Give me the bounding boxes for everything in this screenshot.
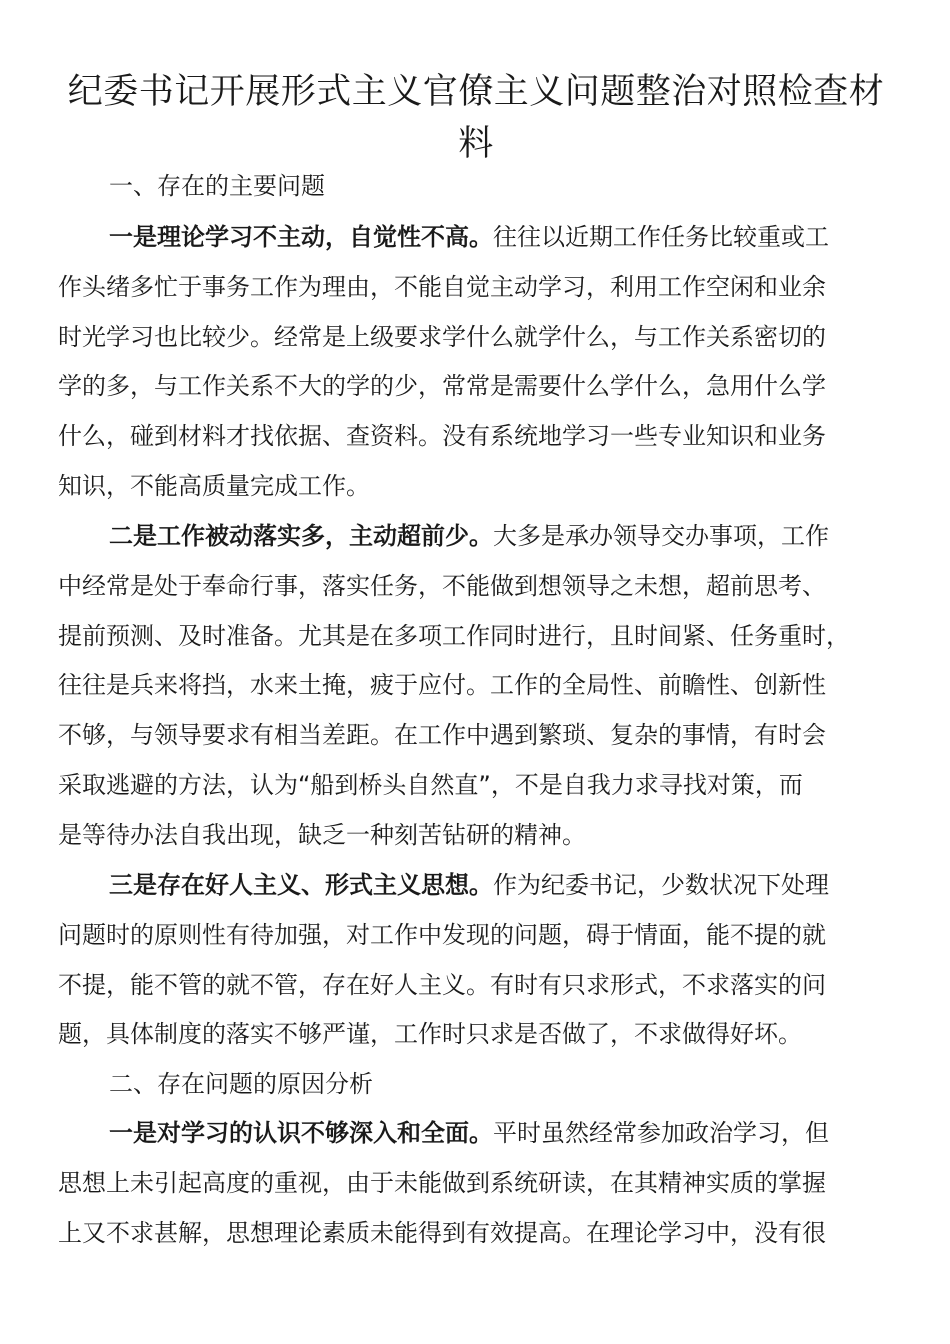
paragraph-text: 作为纪委书记，少数状况下处理 (493, 871, 829, 899)
paragraph-line: 中经常是处于奉命行事，落实任务，不能做到想领导之未想，超前思考、 (58, 571, 826, 600)
section-heading-2: 二、存在问题的原因分析 (109, 1070, 373, 1098)
paragraph-line: 时光学习也比较少。经常是上级要求学什么就学什么，与工作关系密切的 (58, 322, 826, 351)
document-title: 纪委书记开展形式主义官僚主义问题整治对照检查材料 (67, 72, 885, 164)
paragraph-line: 题，具体制度的落实不够严谨，工作时只求是否做了，不求做得好坏。 (58, 1020, 802, 1049)
paragraph-1 (58, 213, 888, 512)
paragraph-line: 是等待办法自我出现，缺乏一种刻苦钻研的精神。 (58, 820, 586, 849)
paragraph-line: 作头绪多忙于事务工作为理由，不能自觉主动学习，利用工作空闲和业余 (58, 272, 826, 301)
paragraph-line: 上又不求甚解，思想理论素质未能得到有效提高。在理论学习中，没有很 (58, 1218, 826, 1247)
paragraph-line: 往往是兵来将挡，水来土掩，疲于应付。工作的全局性、前瞻性、创新性 (58, 671, 826, 700)
paragraph-text: 大多是承办领导交办事项，工作 (493, 522, 829, 550)
paragraph-lead: 三是存在好人主义、形式主义思想。 (109, 871, 493, 899)
paragraph-4 (58, 1109, 888, 1258)
paragraph-lead: 一是理论学习不主动，自觉性不高。 (109, 223, 493, 251)
paragraph-text: 平时虽然经常参加政治学习，但 (493, 1119, 829, 1147)
paragraph-lead: 二是工作被动落实多，主动超前少。 (109, 522, 493, 550)
paragraph-line: 提前预测、及时准备。尤其是在多项工作同时进行，且时间紧、任务重时， (58, 621, 850, 650)
paragraph-line: 问题时的原则性有待加强，对工作中发现的问题，碍于情面，能不提的就 (58, 920, 826, 949)
paragraph-text: 往往以近期工作任务比较重或工 (493, 223, 829, 251)
paragraph-line: 思想上未引起高度的重视，由于未能做到系统研读，在其精神实质的掌握 (58, 1168, 826, 1197)
paragraph-line: 知识，不能高质量完成工作。 (58, 471, 370, 500)
paragraph-line: 采取逃避的方法，认为“船到桥头自然直”，不是自我力求寻找对策，而 (58, 770, 803, 799)
paragraph-line: 什么，碰到材料才找依据、查资料。没有系统地学习一些专业知识和业务 (58, 422, 826, 451)
paragraph-2 (58, 512, 888, 861)
section-heading-1: 一、存在的主要问题 (109, 172, 325, 200)
paragraph-line: 不提，能不管的就不管，存在好人主义。有时有只求形式，不求落实的问 (58, 970, 826, 999)
paragraph-lead: 一是对学习的认识不够深入和全面。 (109, 1119, 493, 1147)
paragraph-line: 不够，与领导要求有相当差距。在工作中遇到繁琐、复杂的事情，有时会 (58, 721, 826, 750)
paragraph-3 (58, 861, 888, 1060)
paragraph-line: 学的多，与工作关系不大的学的少，常常是需要什么学什么，急用什么学 (58, 372, 826, 401)
